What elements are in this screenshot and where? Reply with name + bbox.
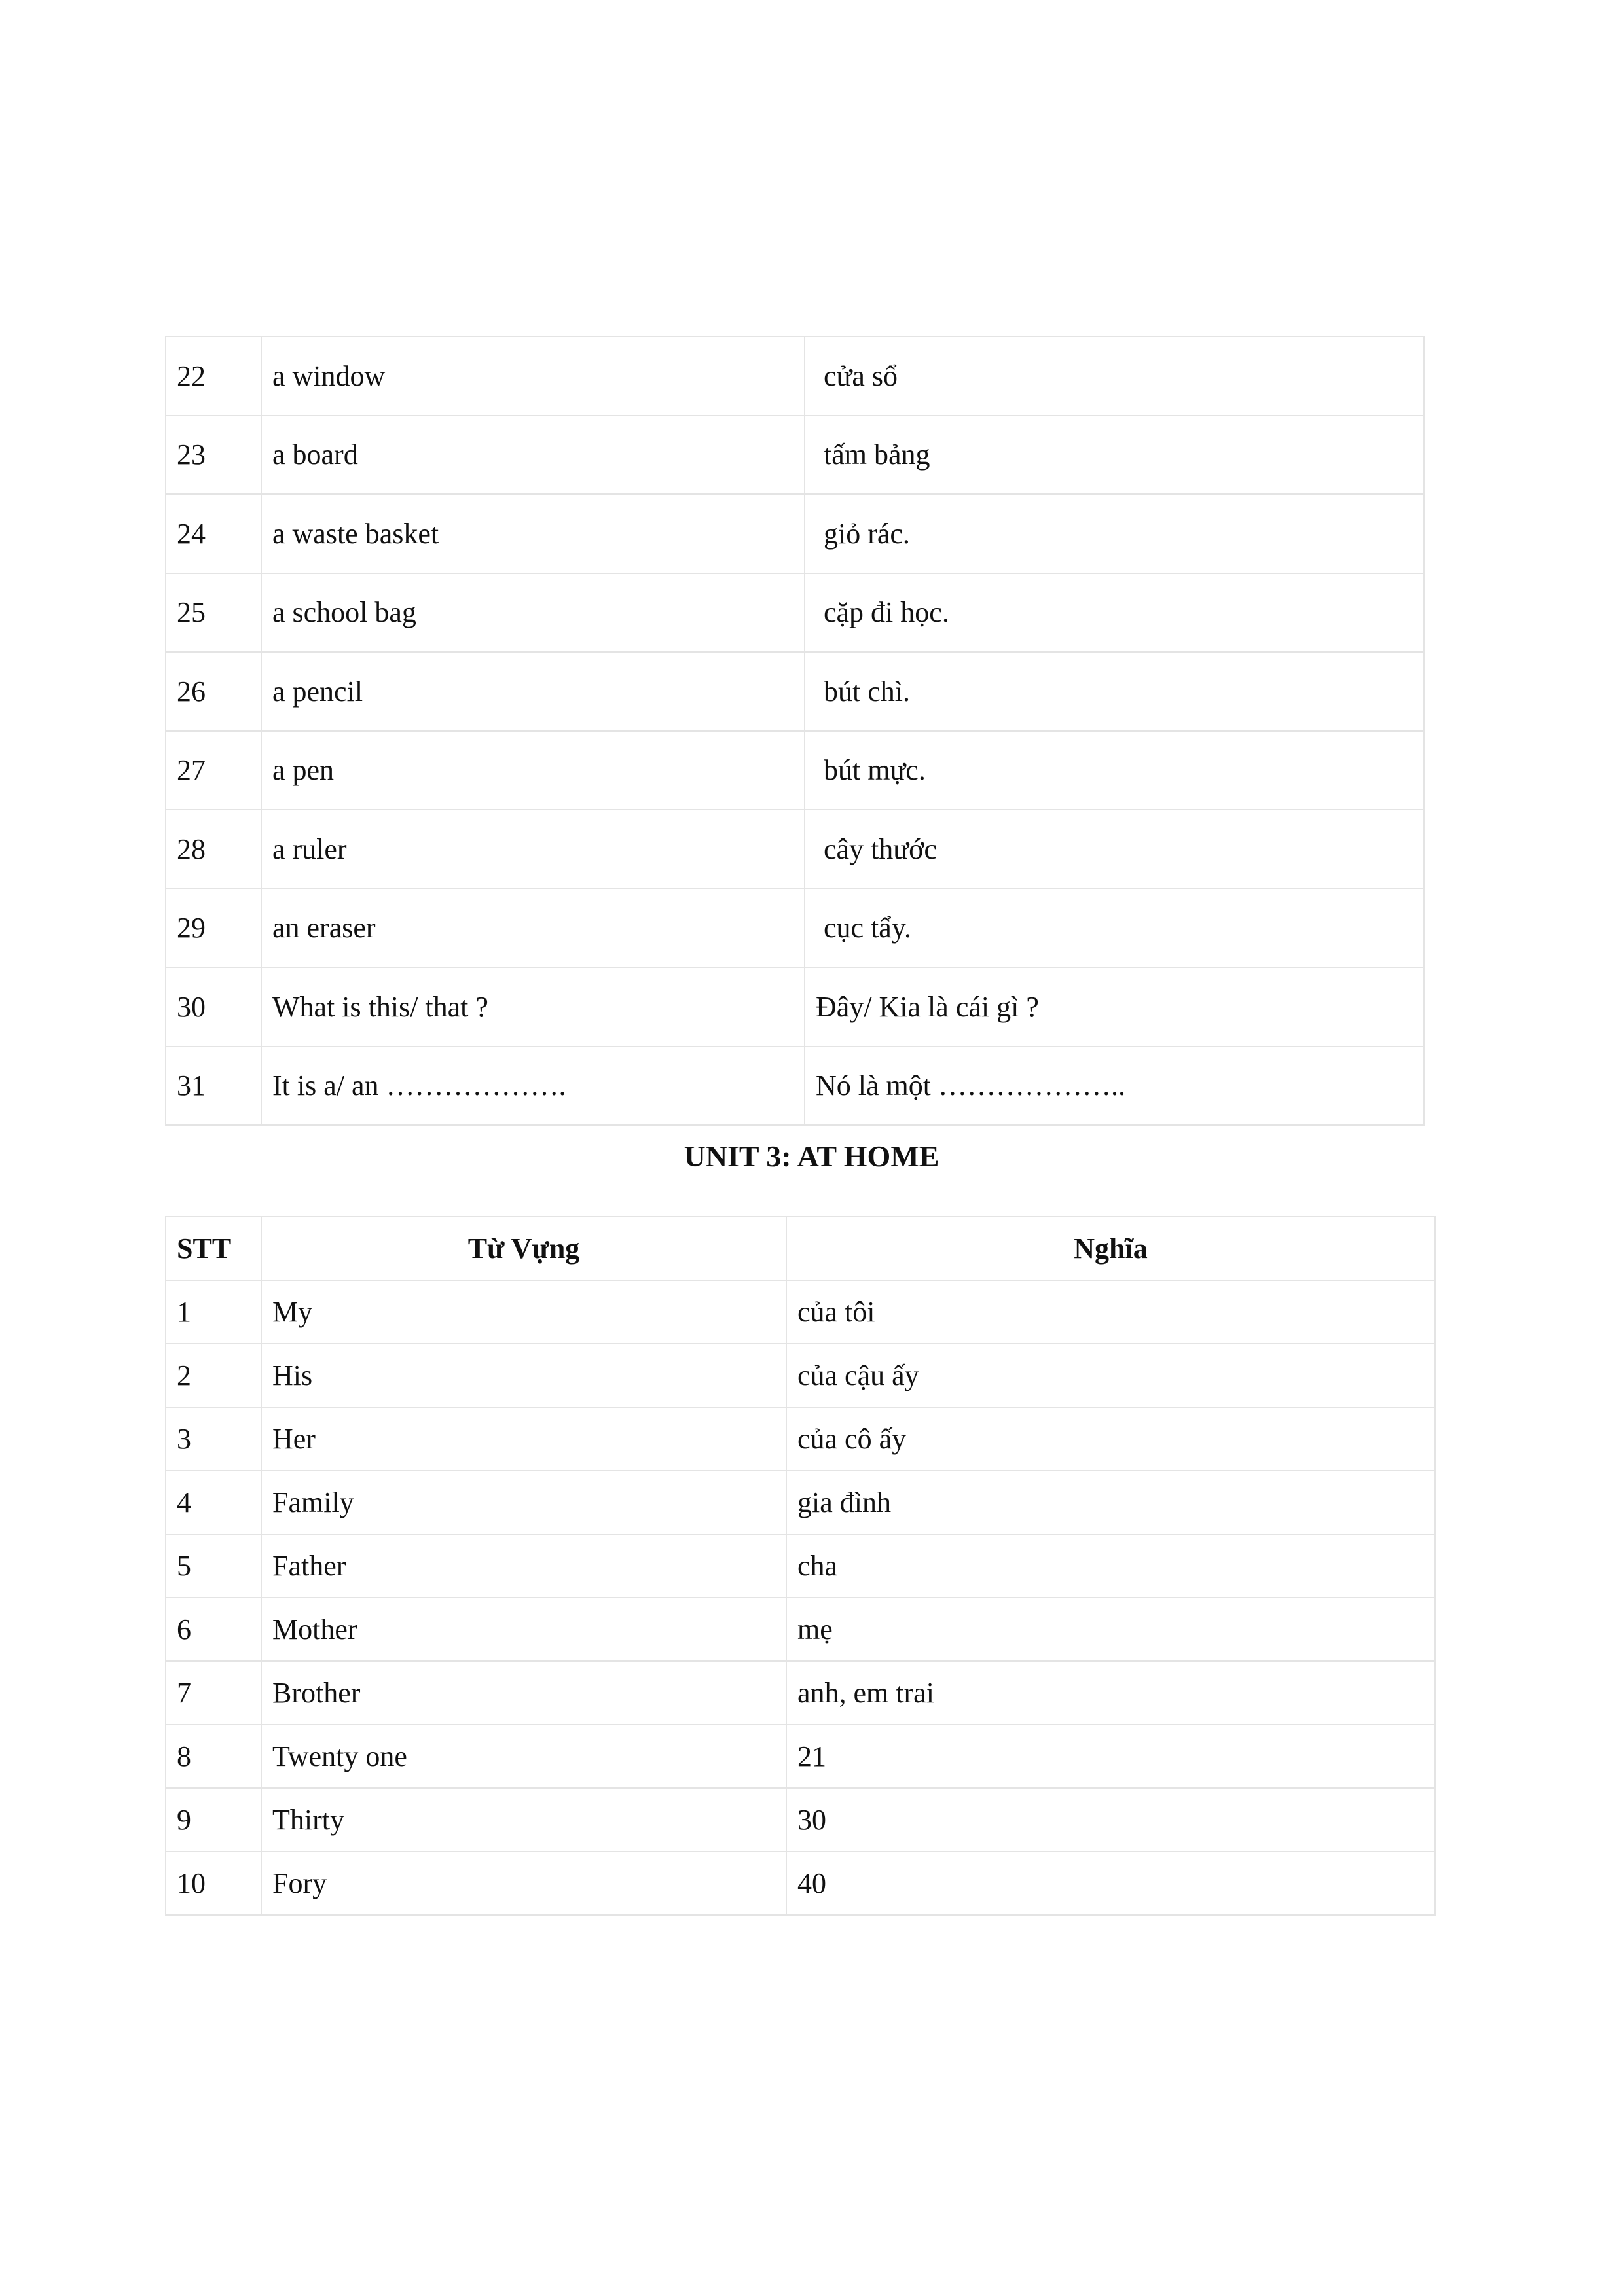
vocabulary-word: His bbox=[261, 1344, 786, 1407]
word-meaning: gia đình bbox=[786, 1471, 1435, 1534]
table-row bbox=[166, 1788, 1435, 1852]
row-number: 4 bbox=[166, 1471, 261, 1534]
word-meaning: cây thước bbox=[805, 810, 1424, 889]
vocabulary-word: a school bag bbox=[261, 573, 805, 653]
header-meaning: Nghĩa bbox=[786, 1217, 1435, 1280]
table-row bbox=[166, 1047, 1424, 1126]
word-meaning: của cô ấy bbox=[786, 1407, 1435, 1471]
row-number: 7 bbox=[166, 1661, 261, 1725]
table-row bbox=[166, 1534, 1435, 1598]
vocabulary-word: a pencil bbox=[261, 652, 805, 731]
vocabulary-word: My bbox=[261, 1280, 786, 1344]
vocabulary-word: Thirty bbox=[261, 1788, 786, 1852]
row-number: 31 bbox=[166, 1047, 261, 1126]
word-meaning: cặp đi học. bbox=[805, 573, 1424, 653]
word-meaning: giỏ rác. bbox=[805, 494, 1424, 573]
vocabulary-word: a pen bbox=[261, 731, 805, 810]
word-meaning: bút mực. bbox=[805, 731, 1424, 810]
vocabulary-word: Brother bbox=[261, 1661, 786, 1725]
word-meaning: anh, em trai bbox=[786, 1661, 1435, 1725]
table-row bbox=[166, 1471, 1435, 1534]
table-header-row bbox=[166, 1217, 1435, 1280]
table-row bbox=[166, 336, 1424, 416]
row-number: 8 bbox=[166, 1725, 261, 1788]
table-row bbox=[166, 1407, 1435, 1471]
row-number: 23 bbox=[166, 416, 261, 495]
table-row bbox=[166, 416, 1424, 495]
vocabulary-word: a board bbox=[261, 416, 805, 495]
vocabulary-word: a ruler bbox=[261, 810, 805, 889]
unit-title: UNIT 3: AT HOME bbox=[684, 1139, 939, 1173]
table-row bbox=[166, 889, 1424, 968]
row-number: 28 bbox=[166, 810, 261, 889]
row-number: 29 bbox=[166, 889, 261, 968]
row-number: 30 bbox=[166, 967, 261, 1047]
table-row bbox=[166, 1725, 1435, 1788]
row-number: 2 bbox=[166, 1344, 261, 1407]
vocabulary-word: a window bbox=[261, 336, 805, 416]
row-number: 3 bbox=[166, 1407, 261, 1471]
table-row bbox=[166, 1344, 1435, 1407]
word-meaning: tấm bảng bbox=[805, 416, 1424, 495]
vocabulary-word: Family bbox=[261, 1471, 786, 1534]
word-meaning: mẹ bbox=[786, 1598, 1435, 1661]
vocabulary-word: It is a/ an ………………. bbox=[261, 1047, 805, 1126]
row-number: 26 bbox=[166, 652, 261, 731]
word-meaning: của cậu ấy bbox=[786, 1344, 1435, 1407]
word-meaning: Đây/ Kia là cái gì ? bbox=[805, 967, 1424, 1047]
table-row bbox=[166, 1852, 1435, 1915]
vocabulary-word: Her bbox=[261, 1407, 786, 1471]
word-meaning: 30 bbox=[786, 1788, 1435, 1852]
vocabulary-table-continued bbox=[165, 336, 1425, 1126]
header-stt: STT bbox=[166, 1217, 261, 1280]
vocabulary-word: Twenty one bbox=[261, 1725, 786, 1788]
table-row bbox=[166, 573, 1424, 653]
word-meaning: bút chì. bbox=[805, 652, 1424, 731]
word-meaning: cha bbox=[786, 1534, 1435, 1598]
row-number: 10 bbox=[166, 1852, 261, 1915]
vocabulary-word: Mother bbox=[261, 1598, 786, 1661]
row-number: 24 bbox=[166, 494, 261, 573]
header-vocabulary: Từ Vựng bbox=[261, 1217, 786, 1280]
word-meaning: 40 bbox=[786, 1852, 1435, 1915]
word-meaning: cửa sổ bbox=[805, 336, 1424, 416]
word-meaning: 21 bbox=[786, 1725, 1435, 1788]
row-number: 6 bbox=[166, 1598, 261, 1661]
unit3-vocabulary-table bbox=[165, 1216, 1436, 1916]
vocabulary-word: What is this/ that ? bbox=[261, 967, 805, 1047]
row-number: 1 bbox=[166, 1280, 261, 1344]
vocabulary-word: an eraser bbox=[261, 889, 805, 968]
word-meaning: Nó là một ……………….. bbox=[805, 1047, 1424, 1126]
table-row bbox=[166, 1598, 1435, 1661]
table-row bbox=[166, 967, 1424, 1047]
table-row bbox=[166, 1280, 1435, 1344]
row-number: 9 bbox=[166, 1788, 261, 1852]
vocabulary-word: a waste basket bbox=[261, 494, 805, 573]
row-number: 22 bbox=[166, 336, 261, 416]
table-row bbox=[166, 1661, 1435, 1725]
vocabulary-word: Father bbox=[261, 1534, 786, 1598]
row-number: 27 bbox=[166, 731, 261, 810]
row-number: 5 bbox=[166, 1534, 261, 1598]
table-row bbox=[166, 731, 1424, 810]
word-meaning: cục tẩy. bbox=[805, 889, 1424, 968]
table-row bbox=[166, 494, 1424, 573]
table-row bbox=[166, 652, 1424, 731]
table-row bbox=[166, 810, 1424, 889]
row-number: 25 bbox=[166, 573, 261, 653]
vocabulary-word: Fory bbox=[261, 1852, 786, 1915]
word-meaning: của tôi bbox=[786, 1280, 1435, 1344]
